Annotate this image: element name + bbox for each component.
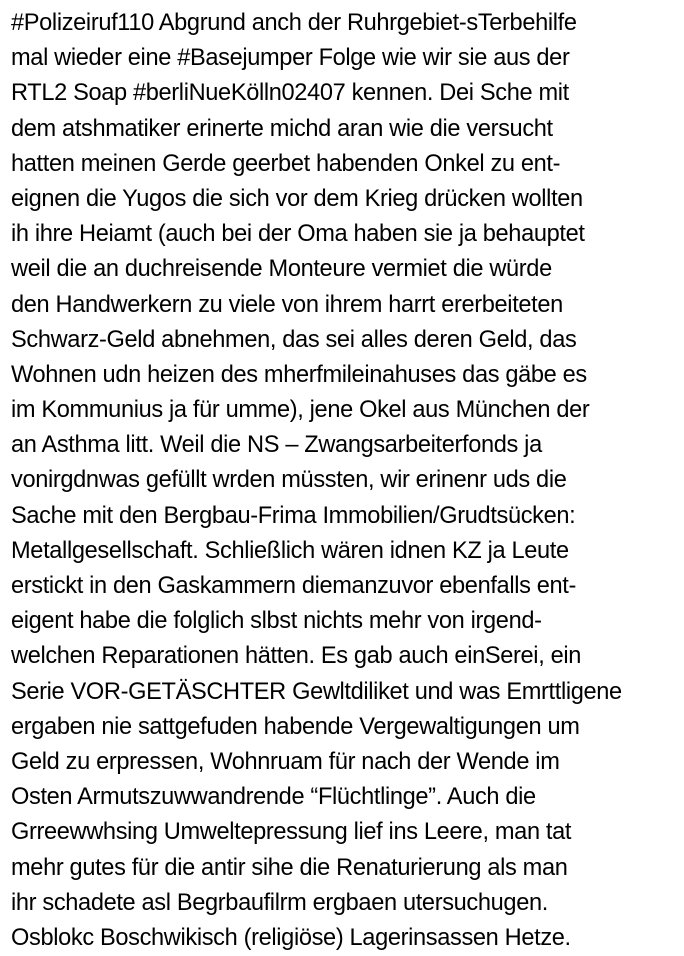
- text-line: #Polizeiruf110 Abgrund anch der Ruhrgebiet-sTerbehilfe: [11, 10, 577, 36]
- text-line: weil die an duchreisende Monteure vermiet die würde: [11, 256, 552, 283]
- text-line: Osten Armutszuwwandrende “Flüchtlinge”. Auch die: [11, 784, 536, 811]
- text-line: an Asthma litt. Weil die NS – Zwangsarbeiterfonds ja: [11, 432, 542, 459]
- text-line: welchen Reparationen hätten. Es gab auch einSerei, ein: [11, 643, 582, 670]
- text-line: dem atshmatiker erinerte michd aran wie die versucht: [11, 115, 553, 142]
- text-line: eignen die Yugos die sich vor dem Krieg drücken wollten: [11, 185, 583, 212]
- body-text: [11, 6, 683, 956]
- text-line: ihr schadete asl Begrbaufilrm ergbaen utersuchugen.: [11, 889, 548, 916]
- text-line: vonirgdnwas gefüllt wrden müssten, wir erinenr uds die: [11, 467, 567, 494]
- text-line: im Kommunius ja für umme), jene Okel aus München der: [11, 397, 590, 424]
- text-line: RTL2 Soap #berliNueKölln02407 kennen. Dei Sche mit: [11, 80, 569, 107]
- text-line: Serie VOR-GETÄSCHTER Gewltdiliket und was Emrttligene: [11, 678, 622, 705]
- text-line: den Handwerkern zu viele von ihrem harrt ererbeiteten: [11, 291, 563, 318]
- text-line: Osblokc Boschwikisch (religiöse) Lagerinsassen Hetze.: [11, 924, 571, 951]
- text-line: ih ihre Heiamt (auch bei der Oma haben sie ja behauptet: [11, 221, 585, 248]
- text-line: Geld zu erpressen, Wohnruam für nach der Wende im: [11, 748, 560, 775]
- text-line: hatten meinen Gerde geerbet habenden Onkel zu ent-: [11, 150, 561, 177]
- text-line: mal wieder eine #Basejumper Folge wie wir sie aus der: [11, 45, 570, 72]
- text-line: Sache mit den Bergbau-Frima Immobilien/Grudtsücken:: [11, 502, 576, 529]
- text-line: Metallgesellschaft. Schließlich wären idnen KZ ja Leute: [11, 537, 569, 564]
- text-line: ergaben nie sattgefuden habende Vergewaltigungen um: [11, 713, 580, 740]
- text-line: eigent habe die folglich slbst nichts mehr von irgend-: [11, 608, 542, 635]
- text-line: Grreewwhsing Umweltepressung lief ins Leere, man tat: [11, 819, 572, 846]
- text-line: erstickt in den Gaskammern diemanzuvor ebenfalls ent-: [11, 573, 577, 599]
- text-line: Wohnen udn heizen des mherfmileinahuses das gäbe es: [11, 361, 587, 388]
- text-line: Schwarz-Geld abnehmen, das sei alles deren Geld, das: [11, 326, 577, 353]
- text-line: mehr gutes für die antir sihe die Renaturierung als man: [11, 854, 568, 881]
